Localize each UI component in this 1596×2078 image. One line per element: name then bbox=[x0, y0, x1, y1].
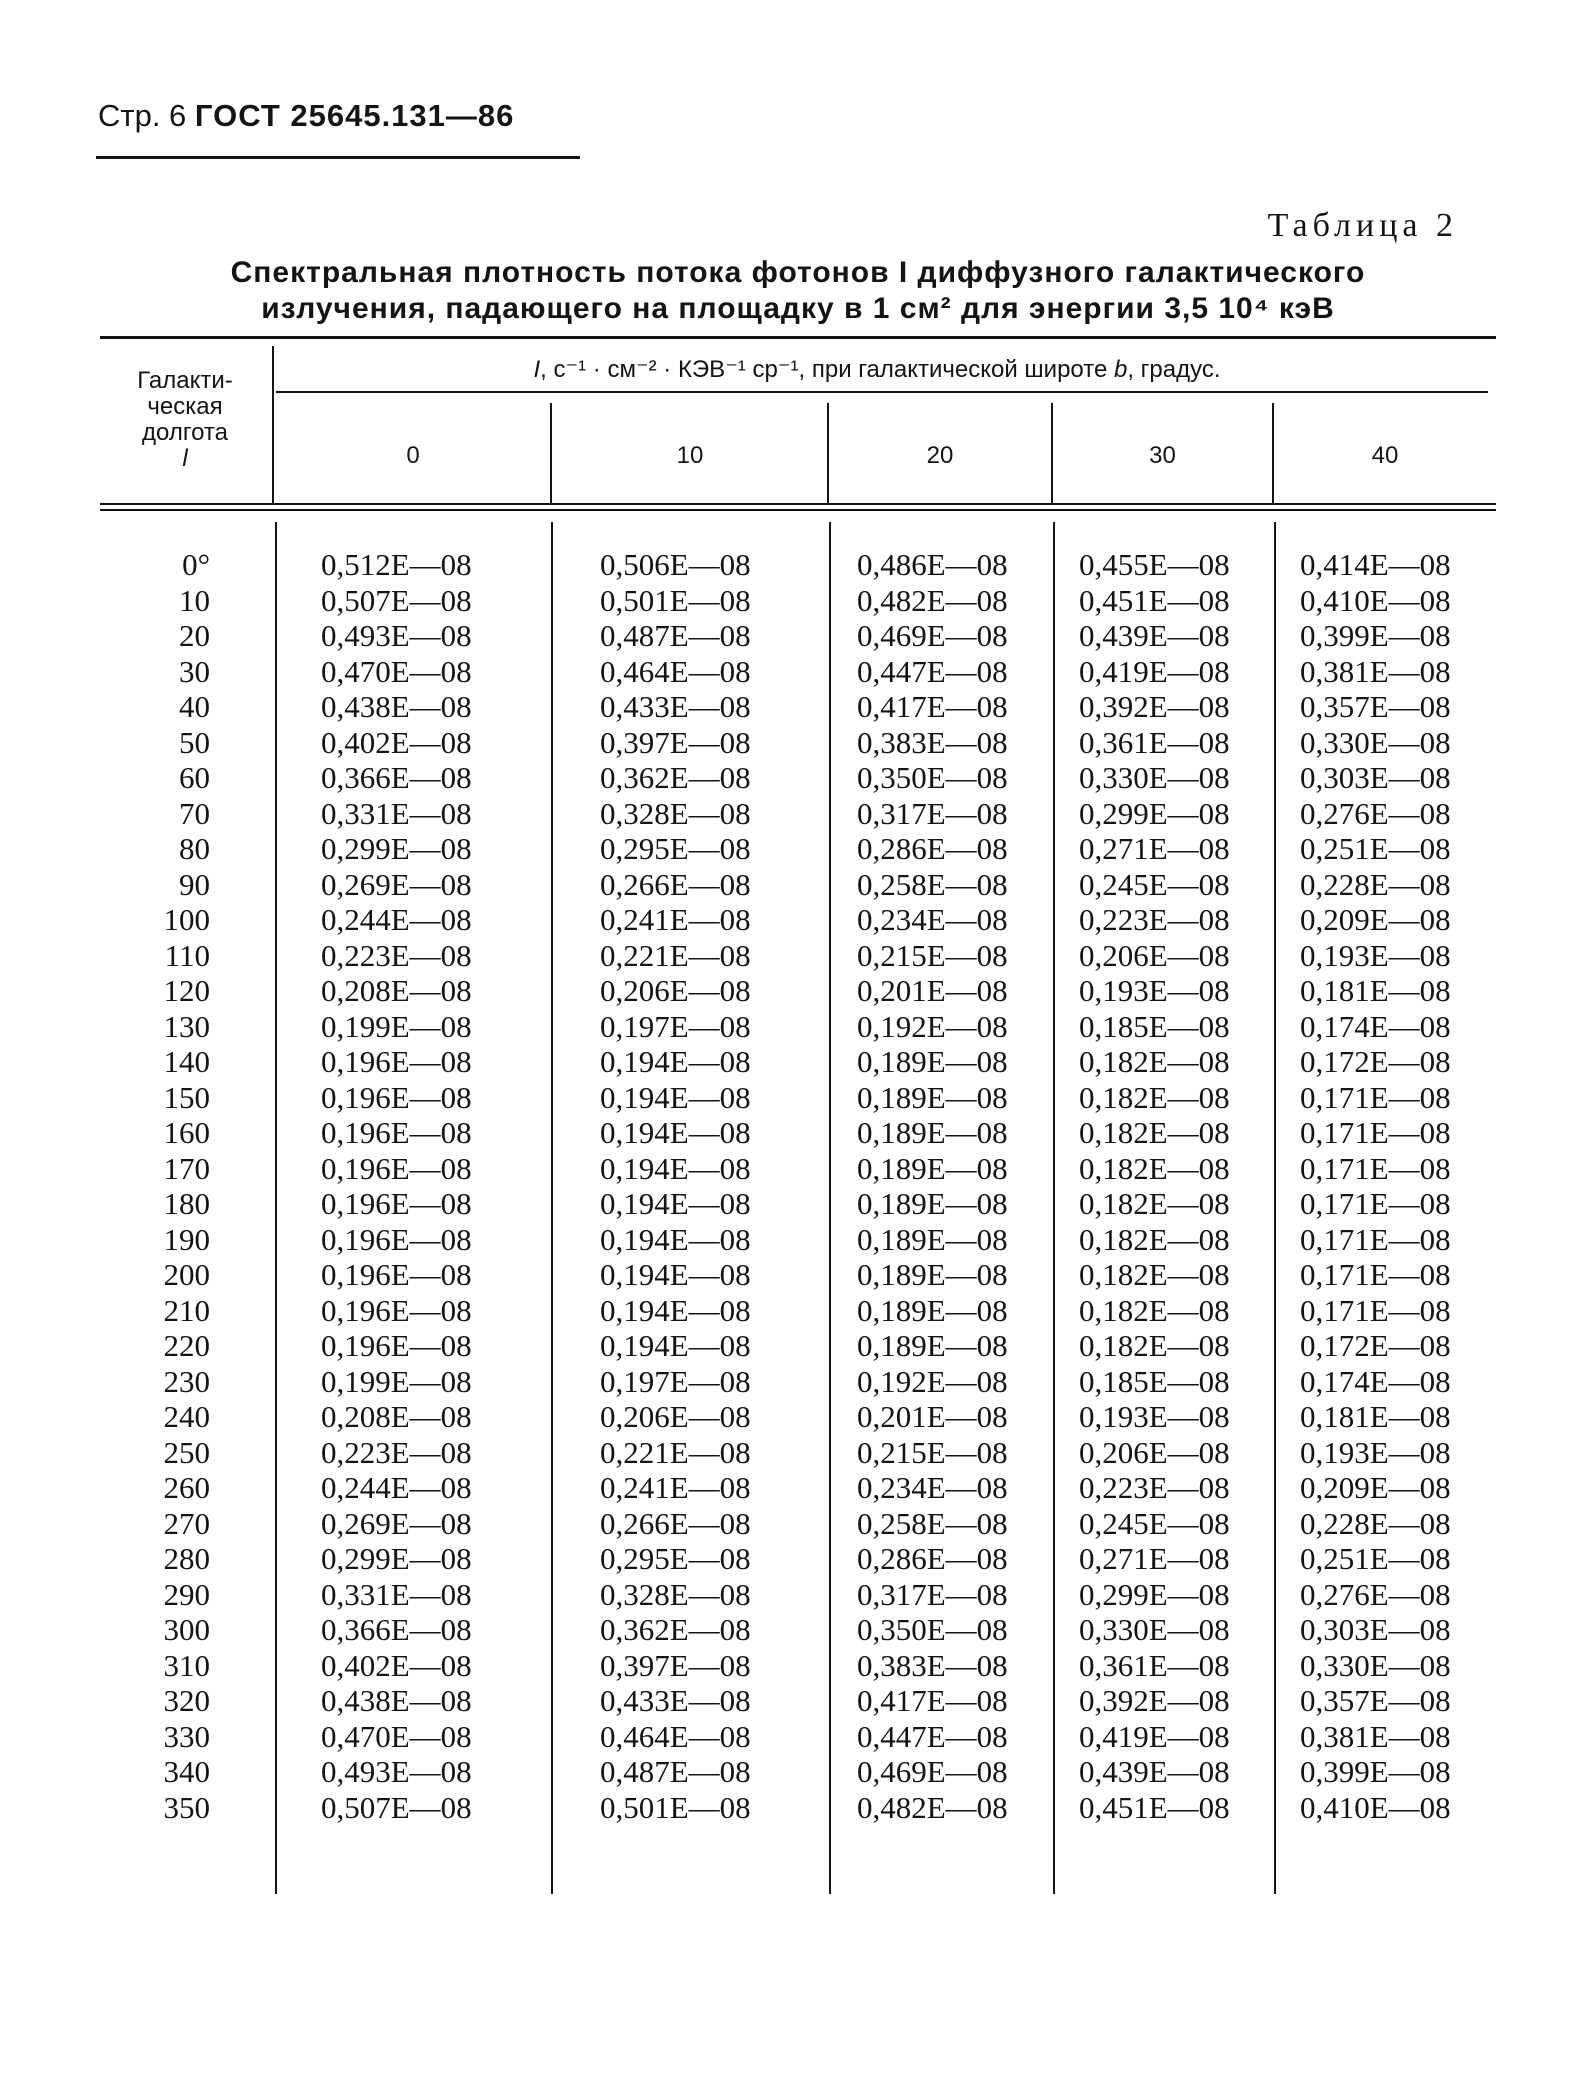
value-cell: 0,193E—08 bbox=[1300, 937, 1451, 973]
value-cell: 0,299E—08 bbox=[1079, 795, 1230, 831]
value-cell: 0,299E—08 bbox=[1079, 1576, 1230, 1612]
value-cell: 0,447E—08 bbox=[857, 653, 1008, 689]
value-cell: 0,410E—08 bbox=[1300, 1789, 1451, 1825]
value-cell: 0,266E—08 bbox=[600, 1505, 751, 1541]
value-cell: 0,209E—08 bbox=[1300, 1470, 1451, 1505]
value-cell: 0,417E—08 bbox=[857, 1683, 1008, 1718]
latitude-column-10: 10 bbox=[676, 442, 704, 469]
value-cell: 0,331E—08 bbox=[321, 1576, 472, 1612]
longitude-cell: 150 bbox=[163, 1079, 210, 1115]
value-cell: 0,234E—08 bbox=[857, 902, 1008, 937]
value-cell: 0,330E—08 bbox=[1079, 760, 1230, 795]
value-cell: 0,201E—08 bbox=[857, 973, 1008, 1008]
value-cell: 0,174E—08 bbox=[1300, 1008, 1451, 1044]
value-cell: 0,330E—08 bbox=[1300, 724, 1451, 760]
value-cell: 0,439E—08 bbox=[1079, 618, 1230, 653]
value-cell: 0,189E—08 bbox=[857, 1044, 1008, 1079]
latitude-column-30: 30 bbox=[1149, 442, 1176, 469]
value-cell: 0,197E—08 bbox=[600, 1363, 751, 1399]
value-cell: 0,182E—08 bbox=[1079, 1292, 1230, 1328]
value-cell: 0,194E—08 bbox=[600, 1150, 751, 1186]
longitude-cell: 280 bbox=[163, 1541, 210, 1576]
longitude-cell: 140 bbox=[163, 1044, 210, 1079]
value-cell: 0,317E—08 bbox=[857, 795, 1008, 831]
value-cell: 0,361E—08 bbox=[1079, 724, 1230, 760]
longitude-cell: 300 bbox=[163, 1612, 210, 1647]
table-caption-line-1: Спектральная плотность потока фотонов I диффузного галактического bbox=[230, 256, 1366, 289]
value-cell: 0,193E—08 bbox=[1079, 1399, 1230, 1434]
value-cell: 0,223E—08 bbox=[1079, 1470, 1230, 1505]
value-cell: 0,317E—08 bbox=[857, 1576, 1008, 1612]
longitude-cell: 160 bbox=[163, 1115, 210, 1150]
value-cell: 0,172E—08 bbox=[1300, 1328, 1451, 1363]
value-cell: 0,201E—08 bbox=[857, 1399, 1008, 1434]
standard-number: ГОСТ 25645.131—86 bbox=[194, 98, 515, 133]
longitude-symbol: l bbox=[182, 445, 188, 472]
value-cell: 0,215E—08 bbox=[857, 937, 1008, 973]
value-cell: 0,182E—08 bbox=[1079, 1221, 1230, 1257]
value-cell: 0,299E—08 bbox=[321, 1541, 472, 1576]
value-cell: 0,470E—08 bbox=[321, 653, 472, 689]
header-bottom-rule-double bbox=[100, 509, 1496, 511]
value-cell: 0,350E—08 bbox=[857, 1612, 1008, 1647]
value-cell: 0,223E—08 bbox=[321, 937, 472, 973]
value-cell: 0,182E—08 bbox=[1079, 1186, 1230, 1221]
value-cell: 0,223E—08 bbox=[1079, 902, 1230, 937]
value-cell: 0,206E—08 bbox=[600, 973, 751, 1008]
value-cell: 0,182E—08 bbox=[1079, 1115, 1230, 1150]
value-cell: 0,417E—08 bbox=[857, 689, 1008, 724]
header-underline bbox=[96, 156, 580, 159]
value-cell: 0,182E—08 bbox=[1079, 1257, 1230, 1292]
value-cell: 0,330E—08 bbox=[1300, 1647, 1451, 1683]
value-cell: 0,486E—08 bbox=[857, 547, 1008, 582]
longitude-cell: 40 bbox=[179, 689, 210, 724]
longitude-cell: 30 bbox=[179, 653, 210, 689]
value-cell: 0,501E—08 bbox=[600, 1789, 751, 1825]
value-cell: 0,206E—08 bbox=[1079, 937, 1230, 973]
value-cell: 0,392E—08 bbox=[1079, 1683, 1230, 1718]
longitude-cell: 340 bbox=[163, 1754, 210, 1789]
longitude-cell: 100 bbox=[163, 902, 210, 937]
value-cell: 0,482E—08 bbox=[857, 1789, 1008, 1825]
value-cell: 0,196E—08 bbox=[321, 1079, 472, 1115]
value-cell: 0,228E—08 bbox=[1300, 1505, 1451, 1541]
longitude-cell: 250 bbox=[163, 1434, 210, 1470]
value-cell: 0,228E—08 bbox=[1300, 866, 1451, 902]
value-cell: 0,295E—08 bbox=[600, 831, 751, 866]
longitude-cell: 90 bbox=[179, 866, 210, 902]
longitude-header-line-1: Галакти- bbox=[137, 367, 233, 394]
value-cell: 0,419E—08 bbox=[1079, 1718, 1230, 1754]
longitude-header-line-2: ческая bbox=[147, 393, 223, 420]
value-cell: 0,507E—08 bbox=[321, 1789, 472, 1825]
value-cell: 0,193E—08 bbox=[1300, 1434, 1451, 1470]
value-cell: 0,194E—08 bbox=[600, 1044, 751, 1079]
value-cell: 0,174E—08 bbox=[1300, 1363, 1451, 1399]
value-cell: 0,512E—08 bbox=[321, 547, 472, 582]
longitude-cell: 320 bbox=[163, 1683, 210, 1718]
value-cell: 0,286E—08 bbox=[857, 1541, 1008, 1576]
value-cell: 0,381E—08 bbox=[1300, 653, 1451, 689]
column-divider-3-body bbox=[1053, 522, 1055, 1894]
value-cell: 0,172E—08 bbox=[1300, 1044, 1451, 1079]
value-cell: 0,209E—08 bbox=[1300, 902, 1451, 937]
value-cell: 0,506E—08 bbox=[600, 547, 751, 582]
longitude-cell: 350 bbox=[163, 1789, 210, 1825]
value-cell: 0,208E—08 bbox=[321, 1399, 472, 1434]
value-cell: 0,251E—08 bbox=[1300, 831, 1451, 866]
value-cell: 0,357E—08 bbox=[1300, 1683, 1451, 1718]
value-cell: 0,181E—08 bbox=[1300, 1399, 1451, 1434]
value-cell: 0,451E—08 bbox=[1079, 1789, 1230, 1825]
longitude-cell: 170 bbox=[163, 1150, 210, 1186]
value-cell: 0,366E—08 bbox=[321, 760, 472, 795]
longitude-cell: 50 bbox=[179, 724, 210, 760]
value-cell: 0,357E—08 bbox=[1300, 689, 1451, 724]
value-cell: 0,223E—08 bbox=[321, 1434, 472, 1470]
value-cell: 0,171E—08 bbox=[1300, 1292, 1451, 1328]
value-cell: 0,171E—08 bbox=[1300, 1221, 1451, 1257]
value-cell: 0,221E—08 bbox=[600, 937, 751, 973]
value-cell: 0,181E—08 bbox=[1300, 973, 1451, 1008]
value-cell: 0,221E—08 bbox=[600, 1434, 751, 1470]
value-cell: 0,271E—08 bbox=[1079, 1541, 1230, 1576]
value-cell: 0,269E—08 bbox=[321, 1505, 472, 1541]
longitude-cell: 20 bbox=[179, 618, 210, 653]
value-cell: 0,192E—08 bbox=[857, 1008, 1008, 1044]
longitude-cell: 220 bbox=[163, 1328, 210, 1363]
value-cell: 0,470E—08 bbox=[321, 1718, 472, 1754]
value-cell: 0,414E—08 bbox=[1300, 547, 1451, 582]
value-cell: 0,464E—08 bbox=[600, 1718, 751, 1754]
value-cell: 0,171E—08 bbox=[1300, 1186, 1451, 1221]
value-cell: 0,331E—08 bbox=[321, 795, 472, 831]
column-divider-4-body bbox=[1274, 522, 1276, 1894]
value-cell: 0,189E—08 bbox=[857, 1292, 1008, 1328]
value-cell: 0,234E—08 bbox=[857, 1470, 1008, 1505]
value-cell: 0,482E—08 bbox=[857, 582, 1008, 618]
longitude-column-header bbox=[100, 368, 270, 472]
value-cell: 0,383E—08 bbox=[857, 724, 1008, 760]
longitude-cell: 330 bbox=[163, 1718, 210, 1754]
latitude-column-40: 40 bbox=[1371, 442, 1399, 469]
longitude-cell: 180 bbox=[163, 1186, 210, 1221]
value-cell: 0,196E—08 bbox=[321, 1257, 472, 1292]
value-cell: 0,350E—08 bbox=[857, 760, 1008, 795]
value-cell: 0,189E—08 bbox=[857, 1257, 1008, 1292]
value-cell: 0,189E—08 bbox=[857, 1115, 1008, 1150]
value-cell: 0,196E—08 bbox=[321, 1292, 472, 1328]
value-cell: 0,438E—08 bbox=[321, 1683, 472, 1718]
header-bottom-rule bbox=[100, 503, 1496, 505]
value-cell: 0,303E—08 bbox=[1300, 760, 1451, 795]
value-cell: 0,392E—08 bbox=[1079, 689, 1230, 724]
latitude-column-20: 20 bbox=[926, 442, 954, 469]
value-cell: 0,206E—08 bbox=[1079, 1434, 1230, 1470]
value-cell: 0,286E—08 bbox=[857, 831, 1008, 866]
value-cell: 0,189E—08 bbox=[857, 1079, 1008, 1115]
value-cell: 0,245E—08 bbox=[1079, 1505, 1230, 1541]
value-cell: 0,381E—08 bbox=[1300, 1718, 1451, 1754]
value-cell: 0,196E—08 bbox=[321, 1150, 472, 1186]
value-cell: 0,251E—08 bbox=[1300, 1541, 1451, 1576]
value-cell: 0,244E—08 bbox=[321, 1470, 472, 1505]
value-cell: 0,189E—08 bbox=[857, 1150, 1008, 1186]
value-cell: 0,399E—08 bbox=[1300, 618, 1451, 653]
value-cell: 0,194E—08 bbox=[600, 1186, 751, 1221]
value-cell: 0,366E—08 bbox=[321, 1612, 472, 1647]
value-cell: 0,399E—08 bbox=[1300, 1754, 1451, 1789]
value-cell: 0,419E—08 bbox=[1079, 653, 1230, 689]
longitude-cell: 80 bbox=[179, 831, 210, 866]
value-cell: 0,433E—08 bbox=[600, 689, 751, 724]
value-cell: 0,438E—08 bbox=[321, 689, 472, 724]
value-cell: 0,501E—08 bbox=[600, 582, 751, 618]
value-cell: 0,185E—08 bbox=[1079, 1363, 1230, 1399]
value-cell: 0,171E—08 bbox=[1300, 1150, 1451, 1186]
longitude-cell: 260 bbox=[163, 1470, 210, 1505]
value-cell: 0,362E—08 bbox=[600, 760, 751, 795]
value-cell: 0,171E—08 bbox=[1300, 1257, 1451, 1292]
value-cell: 0,266E—08 bbox=[600, 866, 751, 902]
value-cell: 0,189E—08 bbox=[857, 1221, 1008, 1257]
value-cell: 0,451E—08 bbox=[1079, 582, 1230, 618]
value-cell: 0,193E—08 bbox=[1079, 973, 1230, 1008]
value-cell: 0,215E—08 bbox=[857, 1434, 1008, 1470]
value-cell: 0,196E—08 bbox=[321, 1328, 472, 1363]
value-cell: 0,196E—08 bbox=[321, 1221, 472, 1257]
longitude-cell: 60 bbox=[179, 760, 210, 795]
latitude-symbol: b bbox=[1113, 356, 1128, 383]
value-cell: 0,439E—08 bbox=[1079, 1754, 1230, 1789]
value-cell: 0,469E—08 bbox=[857, 618, 1008, 653]
units-underline bbox=[276, 391, 1488, 393]
table-caption-line-2: излучения, падающего на площадку в 1 см² для энергии 3,5 10⁴ кэВ bbox=[261, 292, 1335, 325]
page-header bbox=[98, 98, 514, 134]
value-cell: 0,362E—08 bbox=[600, 1612, 751, 1647]
value-cell: 0,182E—08 bbox=[1079, 1044, 1230, 1079]
units-text: , с⁻¹ · см⁻² · КЭВ⁻¹ ср⁻¹, при галактической широте bbox=[540, 356, 1114, 383]
value-cell: 0,487E—08 bbox=[600, 1754, 751, 1789]
value-cell: 0,194E—08 bbox=[600, 1257, 751, 1292]
value-cell: 0,199E—08 bbox=[321, 1363, 472, 1399]
value-cell: 0,182E—08 bbox=[1079, 1079, 1230, 1115]
longitude-cell: 310 bbox=[163, 1647, 210, 1683]
value-cell: 0,271E—08 bbox=[1079, 831, 1230, 866]
value-cell: 0,433E—08 bbox=[600, 1683, 751, 1718]
longitude-header-line-3: долгота bbox=[142, 419, 228, 446]
value-cell: 0,194E—08 bbox=[600, 1221, 751, 1257]
value-cell: 0,171E—08 bbox=[1300, 1115, 1451, 1150]
value-cell: 0,194E—08 bbox=[600, 1079, 751, 1115]
value-cell: 0,197E—08 bbox=[600, 1008, 751, 1044]
value-cell: 0,244E—08 bbox=[321, 902, 472, 937]
longitude-cell: 190 bbox=[163, 1221, 210, 1257]
value-cell: 0,258E—08 bbox=[857, 1505, 1008, 1541]
value-cell: 0,206E—08 bbox=[600, 1399, 751, 1434]
value-cell: 0,493E—08 bbox=[321, 1754, 472, 1789]
value-cell: 0,194E—08 bbox=[600, 1292, 751, 1328]
longitude-cell: 120 bbox=[163, 973, 210, 1008]
units-suffix: , градус. bbox=[1127, 356, 1221, 383]
flux-symbol: I bbox=[533, 356, 541, 383]
value-cell: 0,171E—08 bbox=[1300, 1079, 1451, 1115]
value-cell: 0,493E—08 bbox=[321, 618, 472, 653]
value-cell: 0,455E—08 bbox=[1079, 547, 1230, 582]
latitude-column-0: 0 bbox=[406, 442, 420, 469]
longitude-cell: 70 bbox=[179, 795, 210, 831]
value-cell: 0,241E—08 bbox=[600, 1470, 751, 1505]
value-cell: 0,383E—08 bbox=[857, 1647, 1008, 1683]
value-cell: 0,328E—08 bbox=[600, 1576, 751, 1612]
column-divider-1-body bbox=[551, 522, 553, 1894]
longitude-cell: 240 bbox=[163, 1399, 210, 1434]
value-cell: 0,185E—08 bbox=[1079, 1008, 1230, 1044]
value-cell: 0,447E—08 bbox=[857, 1718, 1008, 1754]
value-cell: 0,196E—08 bbox=[321, 1115, 472, 1150]
value-cell: 0,361E—08 bbox=[1079, 1647, 1230, 1683]
value-cell: 0,269E—08 bbox=[321, 866, 472, 902]
value-cell: 0,208E—08 bbox=[321, 973, 472, 1008]
value-cell: 0,464E—08 bbox=[600, 653, 751, 689]
table-label: Таблица 2 bbox=[1267, 207, 1458, 244]
value-cell: 0,276E—08 bbox=[1300, 795, 1451, 831]
value-cell: 0,189E—08 bbox=[857, 1328, 1008, 1363]
value-cell: 0,330E—08 bbox=[1079, 1612, 1230, 1647]
value-cell: 0,410E—08 bbox=[1300, 582, 1451, 618]
page-number: Стр. 6 bbox=[98, 98, 187, 133]
value-cell: 0,245E—08 bbox=[1079, 866, 1230, 902]
value-cell: 0,402E—08 bbox=[321, 1647, 472, 1683]
value-cell: 0,328E—08 bbox=[600, 795, 751, 831]
value-cell: 0,189E—08 bbox=[857, 1186, 1008, 1221]
value-cell: 0,194E—08 bbox=[600, 1115, 751, 1150]
longitude-cell: 130 bbox=[163, 1008, 210, 1044]
value-cell: 0,295E—08 bbox=[600, 1541, 751, 1576]
value-cell: 0,299E—08 bbox=[321, 831, 472, 866]
value-cell: 0,196E—08 bbox=[321, 1044, 472, 1079]
units-header bbox=[272, 355, 1482, 384]
value-cell: 0,402E—08 bbox=[321, 724, 472, 760]
table-top-rule bbox=[100, 336, 1496, 339]
value-cell: 0,194E—08 bbox=[600, 1328, 751, 1363]
value-cell: 0,182E—08 bbox=[1079, 1150, 1230, 1186]
column-divider-2-body bbox=[829, 522, 831, 1894]
longitude-cell: 270 bbox=[163, 1505, 210, 1541]
value-cell: 0,241E—08 bbox=[600, 902, 751, 937]
longitude-cell: 290 bbox=[163, 1576, 210, 1612]
longitude-cell: 200 bbox=[163, 1257, 210, 1292]
value-cell: 0,276E—08 bbox=[1300, 1576, 1451, 1612]
value-cell: 0,199E—08 bbox=[321, 1008, 472, 1044]
value-cell: 0,182E—08 bbox=[1079, 1328, 1230, 1363]
value-cell: 0,487E—08 bbox=[600, 618, 751, 653]
longitude-cell: 230 bbox=[163, 1363, 210, 1399]
longitude-cell: 110 bbox=[164, 937, 210, 973]
column-divider-longitude-body bbox=[275, 522, 277, 1894]
value-cell: 0,258E—08 bbox=[857, 866, 1008, 902]
longitude-cell: 0° bbox=[182, 547, 210, 582]
longitude-cell: 210 bbox=[163, 1292, 210, 1328]
value-cell: 0,192E—08 bbox=[857, 1363, 1008, 1399]
value-cell: 0,303E—08 bbox=[1300, 1612, 1451, 1647]
value-cell: 0,196E—08 bbox=[321, 1186, 472, 1221]
value-cell: 0,507E—08 bbox=[321, 582, 472, 618]
longitude-cell: 10 bbox=[179, 582, 210, 618]
value-cell: 0,397E—08 bbox=[600, 1647, 751, 1683]
value-cell: 0,397E—08 bbox=[600, 724, 751, 760]
value-cell: 0,469E—08 bbox=[857, 1754, 1008, 1789]
